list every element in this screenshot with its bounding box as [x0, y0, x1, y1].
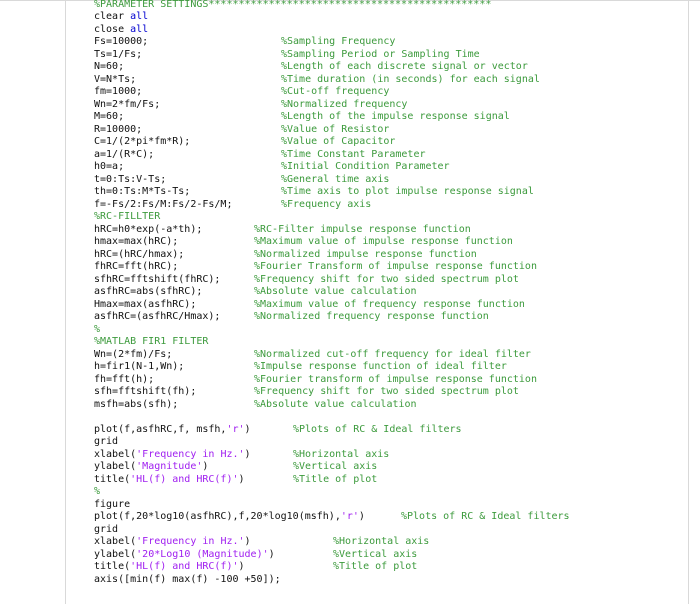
- code-line-sfh: sfh=fftshift(fh);: [94, 386, 197, 397]
- comment-c: %Value of Capacitor: [281, 136, 396, 147]
- code-line-fh: fh=fft(h);: [94, 373, 155, 385]
- comment-h0: %Initial Condition Parameter: [281, 161, 450, 172]
- comment-fm: %Cut-off frequency: [281, 86, 390, 97]
- code-line-fs: Fs=10000;: [94, 36, 149, 47]
- code-line-h: h=fir1(N-1,Wn);: [94, 361, 185, 372]
- code-line-plot-2: plot(f,20*log10(asfhRC),f,20*log10(msfh),'r'): [94, 511, 365, 522]
- code-line-ts: Ts=1/Fs;: [94, 48, 143, 60]
- code-line-asfhrc: asfhRC=abs(sfhRC);: [94, 286, 203, 297]
- comment-m: %Length of the impulse response signal: [281, 111, 510, 122]
- code-line-th: th=0:Ts:M*Ts-Ts;: [94, 186, 191, 197]
- code-line-ylabel-1: ylabel('Magnitude'): [94, 461, 209, 472]
- code-line-t: t=0:Ts:V-Ts;: [94, 173, 167, 185]
- comment-f: %Frequency axis: [281, 198, 372, 210]
- code-line-wn: Wn=2*fm/Fs;: [94, 98, 161, 110]
- comment-sfh: %Frequency shift for two sided spectrum plot: [254, 386, 519, 397]
- code-line-f: f=-Fs/2:Fs/M:Fs/2-Fs/M;: [94, 198, 233, 210]
- code-line-grid-2: grid: [94, 523, 119, 535]
- code-line-plot-1: plot(f,asfhRC,f, msfh,'r'): [94, 423, 251, 435]
- comment-th: %Time axis to plot impulse response signal: [281, 186, 534, 197]
- code-line-title-2: title('HL(f) and HRC(f)'): [94, 561, 245, 572]
- comment-fs: %Sampling Frequency: [281, 36, 396, 47]
- comment-parameter-settings: %PARAMETER SETTINGS***********************************************: [94, 0, 492, 10]
- code-line-c: C=1/(2*pi*fm*R);: [94, 136, 191, 147]
- code-line-a: a=1/(R*C);: [94, 148, 155, 160]
- comment-t: %General time axis: [281, 173, 390, 185]
- comment-fir1-header: %MATLAB FIR1 FILTER: [94, 336, 209, 347]
- code-line-v: V=N*Ts;: [94, 73, 137, 85]
- comment-fhrc: %Fourier Transform of impulse response function: [254, 261, 537, 272]
- comment-h: %Impulse response function of ideal filter: [254, 361, 507, 372]
- code-line-asfhrc-normalized: asfhRC=(asfhRC/Hmax);: [94, 311, 221, 322]
- code-line-hmax: hmax=max(hRC);: [94, 236, 179, 247]
- comment-ts: %Sampling Period or Sampling Time: [281, 48, 480, 60]
- comment-a: %Time Constant Parameter: [281, 148, 426, 160]
- code-line-title-1: title('HL(f) and HRC(f)'): [94, 473, 245, 485]
- comment-msfh: %Absolute value calculation: [254, 398, 417, 410]
- comment-rc-filter-header: %RC-FILLTER: [94, 211, 161, 222]
- code-line-hmax-upper: Hmax=max(asfhRC);: [94, 298, 197, 310]
- code-line-n: N=60;: [94, 61, 125, 72]
- comment-xlabel-1: %Horizontal axis: [293, 448, 390, 460]
- code-line-axis: axis([min(f) max(f) -100 +50]);: [94, 573, 281, 585]
- comment-asfhrc: %Absolute value calculation: [254, 286, 417, 297]
- code-line-grid-1: grid: [94, 436, 119, 447]
- comment-ylabel-1: %Vertical axis: [293, 461, 378, 472]
- code-line-close: close all: [94, 23, 149, 35]
- comment-plot-1: %Plots of RC & Ideal filters: [293, 423, 462, 435]
- comment-wn2: %Normalized cut-off frequency for ideal filter: [254, 348, 531, 360]
- code-line-xlabel-1: xlabel('Frequency in Hz.'): [94, 448, 251, 460]
- comment-hmax-upper: %Maximum value of frequency response function: [254, 298, 525, 310]
- comment-v: %Time duration (in seconds) for each signal: [281, 73, 540, 85]
- comment-separator: %: [94, 323, 101, 335]
- code-line-m: M=60;: [94, 111, 125, 122]
- comment-separator-2: %: [94, 486, 101, 497]
- code-line-fhrc: fhRC=fft(hRC);: [94, 261, 179, 272]
- code-line-sfhrc: sfhRC=fftshift(fhRC);: [94, 273, 221, 285]
- code-line-msfh: msfh=abs(sfh);: [94, 398, 179, 410]
- code-line-figure: figure: [94, 498, 131, 510]
- code-line-ylabel-2: ylabel('20*Log10 (Magnitude)'): [94, 548, 275, 560]
- code-line-wn2: Wn=(2*fm)/Fs;: [94, 348, 173, 360]
- code-line-xlabel-2: xlabel('Frequency in Hz.'): [94, 536, 251, 547]
- comment-hrc-normalized: %Normalized impulse response function: [254, 248, 477, 260]
- code-line-h0: h0=a;: [94, 161, 125, 172]
- code-line-fm: fm=1000;: [94, 86, 143, 97]
- comment-r: %Value of Resistor: [281, 123, 390, 135]
- comment-sfhrc: %Frequency shift for two sided spectrum plot: [254, 273, 519, 285]
- comment-hmax: %Maximum value of impulse response function: [254, 236, 513, 247]
- comment-n: %Length of each discrete signal or vector: [281, 61, 528, 72]
- code-line-hrc-normalized: hRC=(hRC/hmax);: [94, 248, 185, 260]
- comment-asfhrc-normalized: %Normalized frequency response function: [254, 311, 489, 322]
- comment-plot-2: %Plots of RC & Ideal filters: [401, 511, 570, 522]
- comment-ylabel-2: %Vertical axis: [333, 548, 418, 560]
- code-line-clear: clear all: [94, 11, 149, 22]
- comment-hrc: %RC-Filter impulse response function: [254, 223, 471, 235]
- comment-title-1: %Title of plot: [293, 473, 378, 485]
- code-line-r: R=10000;: [94, 123, 143, 135]
- comment-fh: %Fourier transform of impulse response function: [254, 373, 537, 385]
- comment-wn: %Normalized frequency: [281, 98, 408, 110]
- code-line-hrc: hRC=h0*exp(-a*th);: [94, 223, 203, 235]
- comment-xlabel-2: %Horizontal axis: [333, 536, 430, 547]
- comment-title-2: %Title of plot: [333, 561, 418, 572]
